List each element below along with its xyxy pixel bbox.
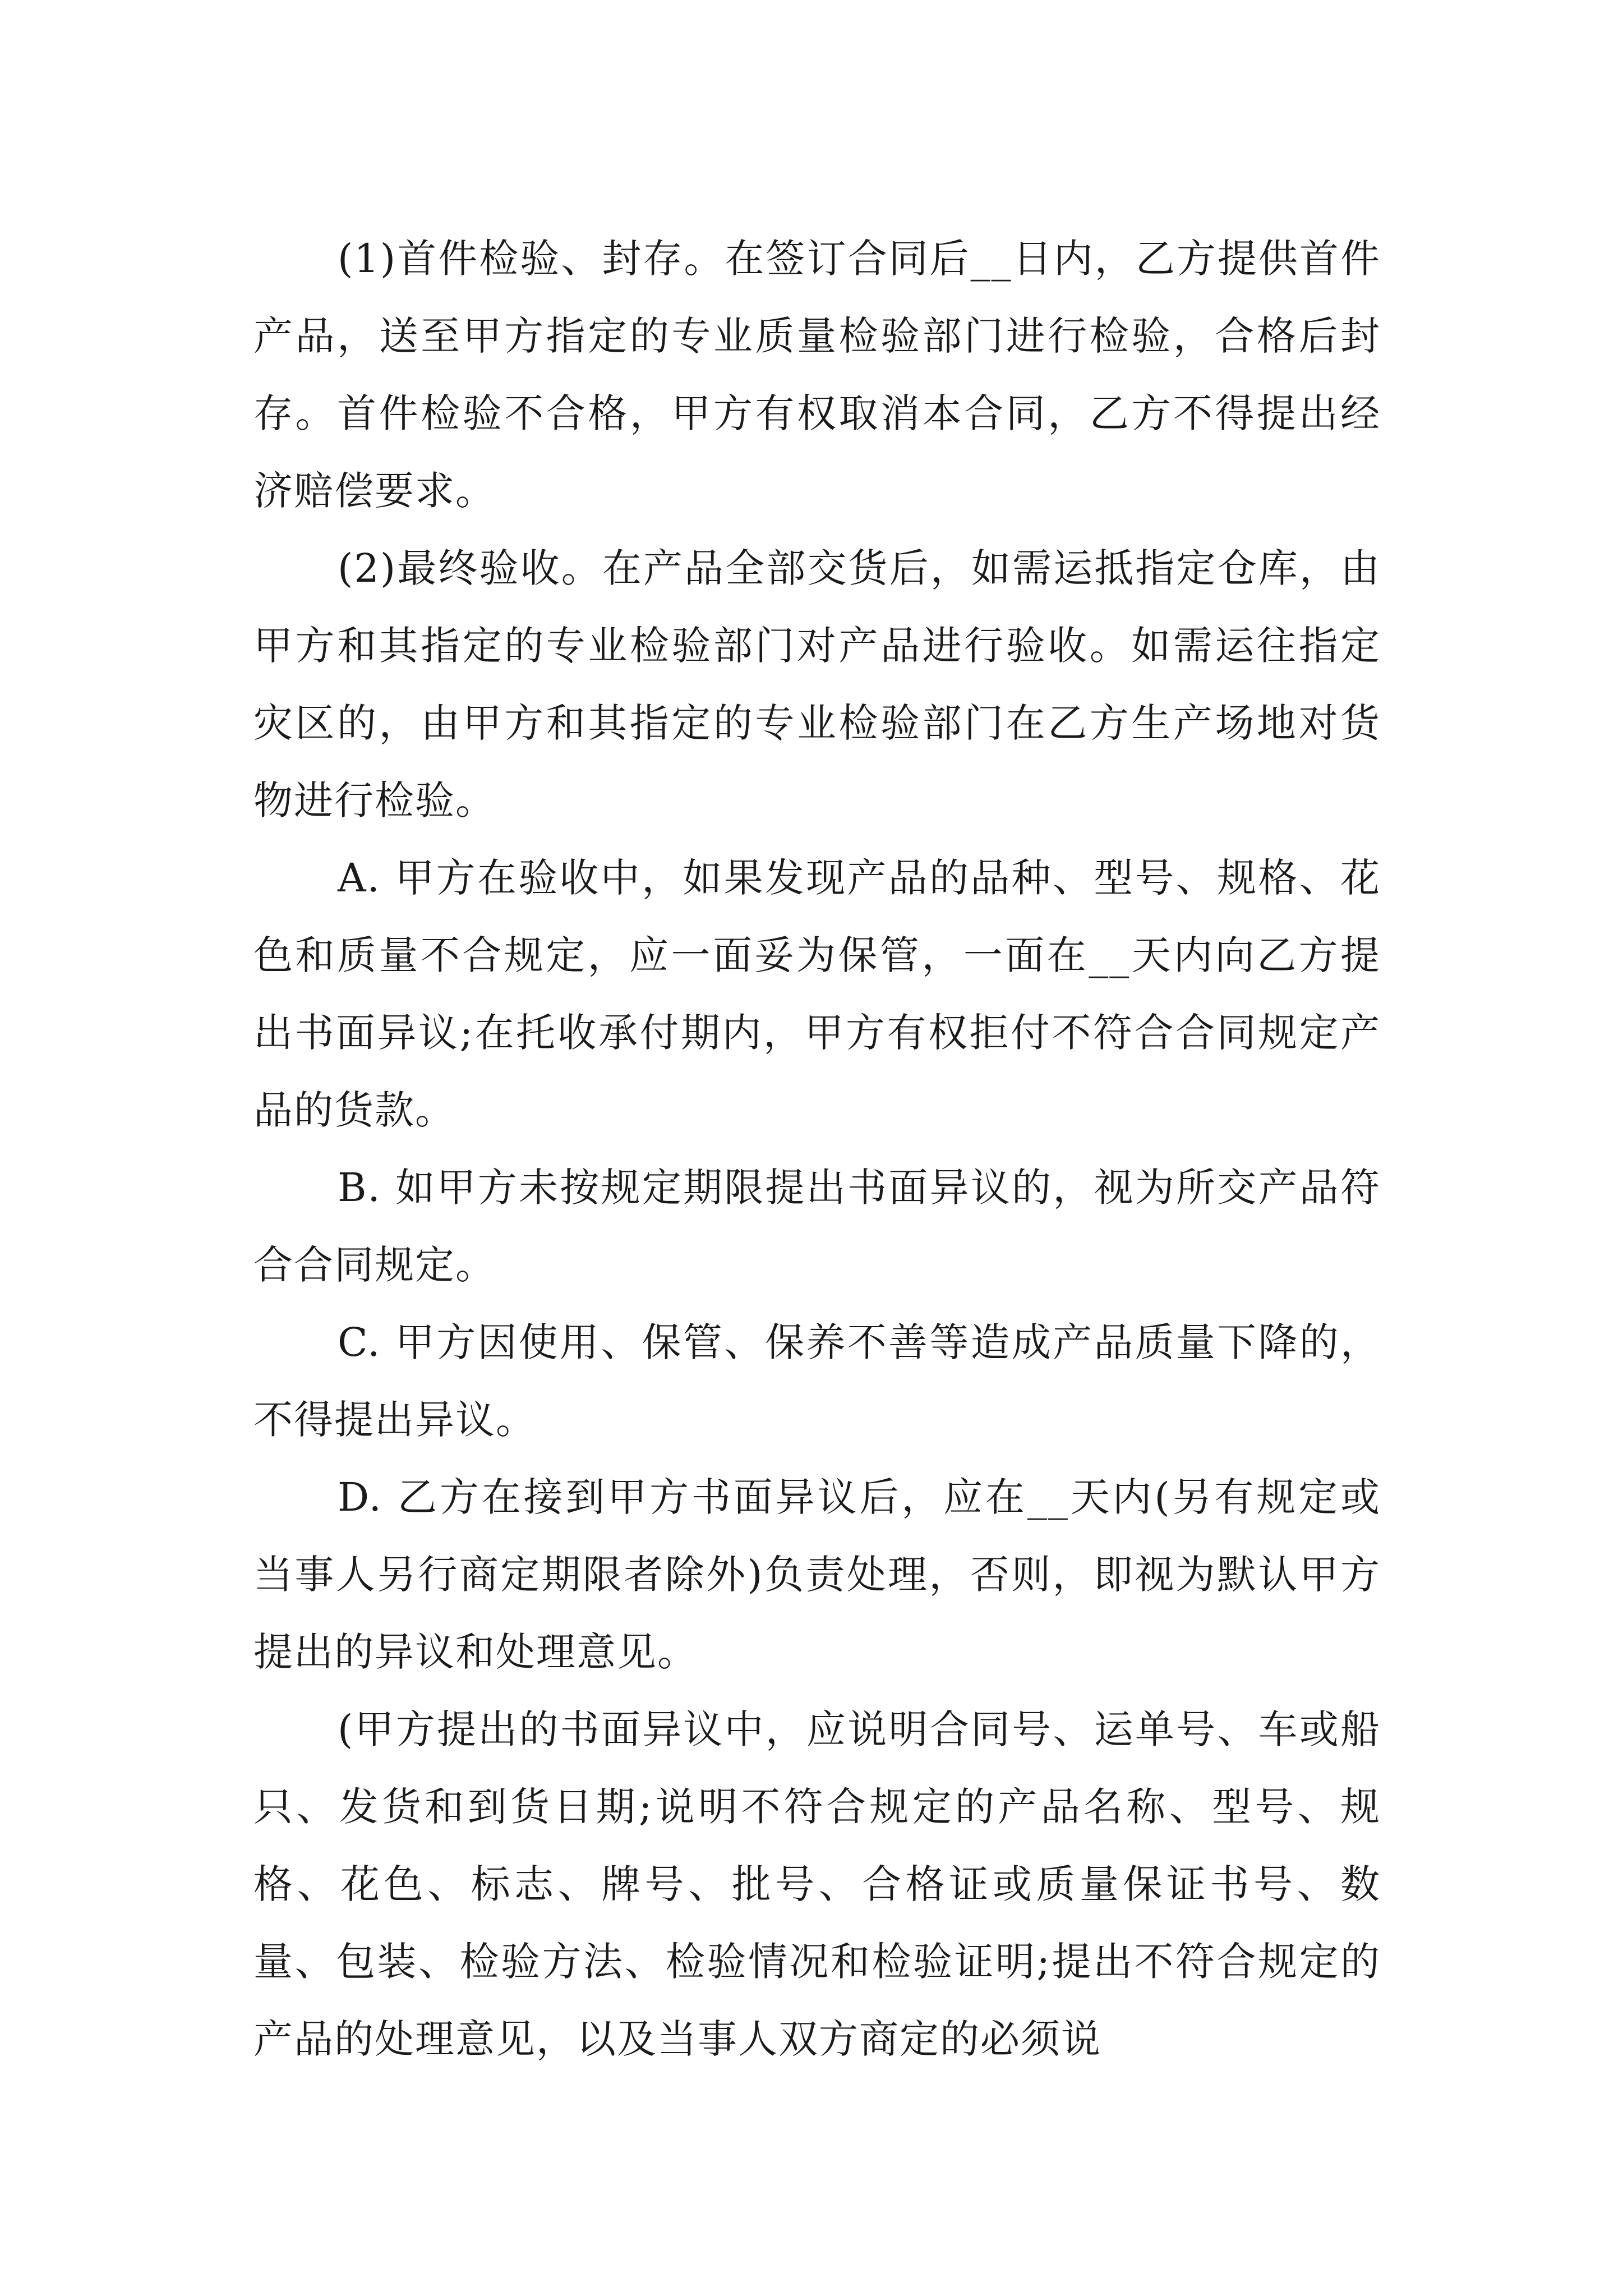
paragraph-objection-requirements: (甲方提出的书面异议中，应说明合同号、运单号、车或船只、发货和到货日期;说明不符合规定的产品名称、型号、规格、花色、标志、牌号、批号、合格证或质量保证书号、数量、包装、检验方法、检验情况和检验证明;提出不符合规定的产品的处理意见，以及当事人双方商定的必须说 xyxy=(253,1706,1381,2062)
paragraph-first-article-inspection: (1)首件检验、封存。在签订合同后__日内，乙方提供首件产品，送至甲方指定的专业质量检验部门进行检验，合格后封存。首件检验不合格，甲方有权取消本合同，乙方不得提出经济赔偿要求。 xyxy=(253,236,1381,514)
paragraph-clause-d: D. 乙方在接到甲方书面异议后，应在__天内(另有规定或当事人另行商定期限者除外)负责处理，否则，即视为默认甲方提出的异议和处理意见。 xyxy=(253,1474,1381,1675)
paragraph-clause-c: C. 甲方因使用、保管、保养不善等造成产品质量下降的，不得提出异议。 xyxy=(253,1319,1381,1443)
paragraph-clause-a: A. 甲方在验收中，如果发现产品的品种、型号、规格、花色和质量不合规定，应一面妥为保管，一面在__天内向乙方提出书面异议;在托收承付期内，甲方有权拒付不符合合同规定产品的货款。 xyxy=(253,855,1381,1133)
document-body xyxy=(253,220,1381,2078)
paragraph-final-acceptance: (2)最终验收。在产品全部交货后，如需运抵指定仓库，由甲方和其指定的专业检验部门对产品进行验收。如需运往指定灾区的，由甲方和其指定的专业检验部门在乙方生产场地对货物进行检验。 xyxy=(253,545,1381,823)
paragraph-clause-b: B. 如甲方未按规定期限提出书面异议的，视为所交产品符合合同规定。 xyxy=(253,1165,1381,1288)
